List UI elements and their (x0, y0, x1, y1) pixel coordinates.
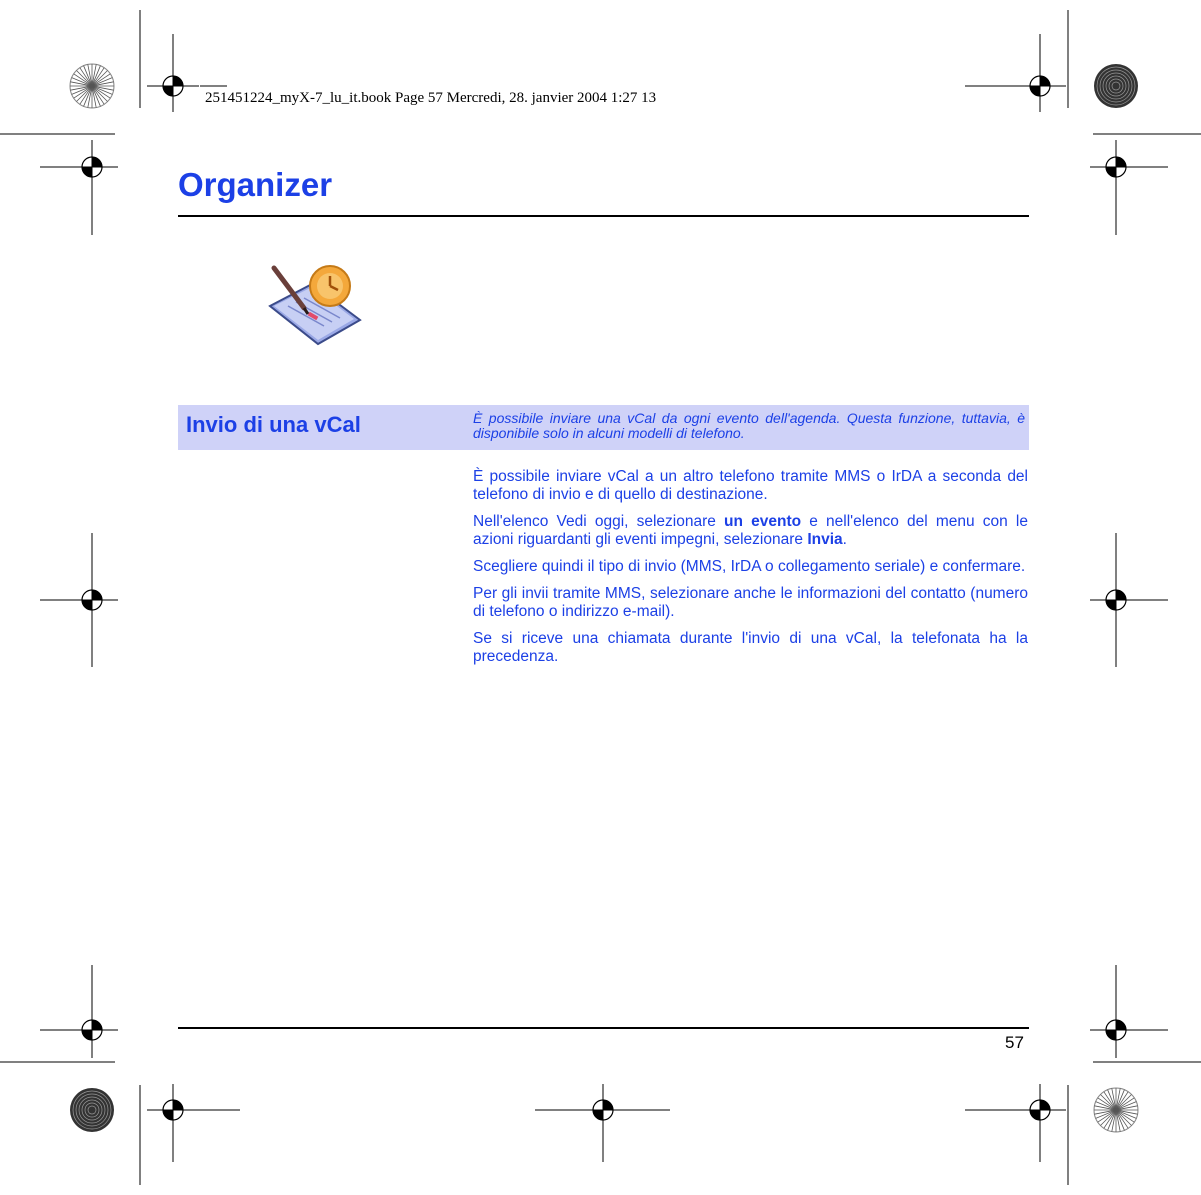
section-note: È possibile inviare una vCal da ogni evento dell'agenda. Questa funzione, tuttavia, è disponibile solo in alcuni modelli di telefono. (473, 410, 1025, 441)
paragraph (473, 513, 1028, 549)
paragraph: Scegliere quindi il tipo di invio (MMS, IrDA o collegamento seriale) e confermare. (473, 558, 1026, 575)
paragraph-text: Nell'elenco Vedi oggi, selezionare (473, 513, 725, 530)
paragraph-text: e nell'elenco del menu con le azioni riguardanti gli eventi impegni, selezionare (473, 513, 1028, 548)
footer-divider (178, 1027, 1029, 1029)
emphasis: Invia (807, 531, 843, 548)
page-title: Organizer (178, 166, 333, 203)
paragraph: Per gli invii tramite MMS, selezionare anche le informazioni del contatto (numero di telefono o indirizzo e-mail). (473, 585, 1028, 620)
organizer-icon (268, 262, 364, 348)
section-body (473, 468, 1028, 675)
title-divider (178, 215, 1029, 217)
paragraph-text: . (842, 531, 847, 548)
print-header: 251451224_myX-7_lu_it.book Page 57 Mercredi, 28. janvier 2004 1:27 13 (205, 90, 657, 106)
paragraph: È possibile inviare vCal a un altro telefono tramite MMS o IrDA a seconda del telefono di invio e di quello di destinazione. (473, 468, 1028, 503)
section-title: Invio di una vCal (186, 412, 361, 437)
paragraph: Se si riceve una chiamata durante l'invio di una vCal, la telefonata ha la precedenza. (473, 630, 1028, 665)
emphasis: un evento (724, 513, 802, 530)
page-number: 57 (1005, 1033, 1024, 1052)
